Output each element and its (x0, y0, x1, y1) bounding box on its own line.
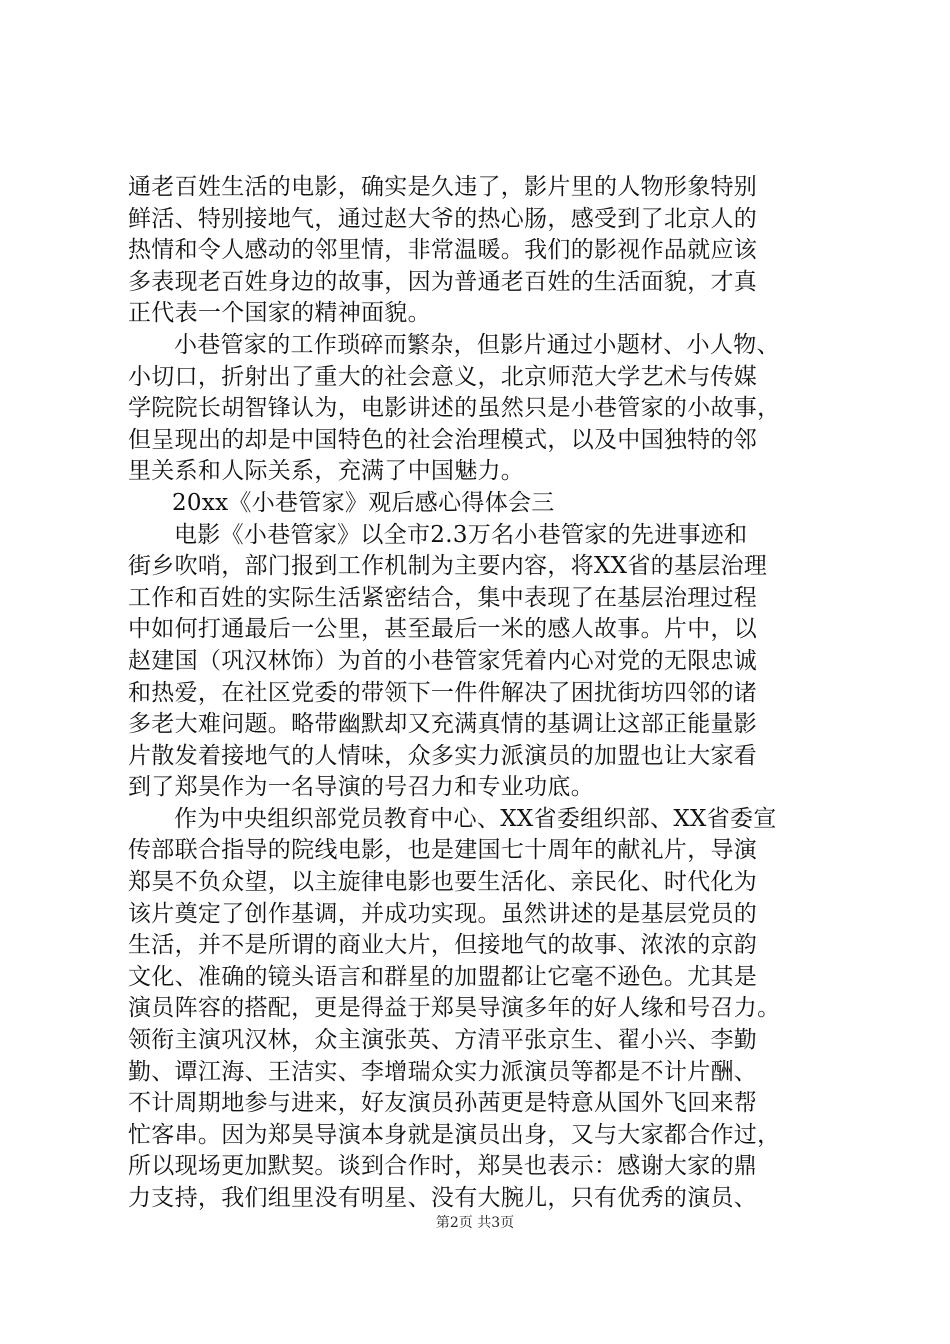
text-line: 到了郑昊作为一名导演的号召力和专业功底。 (128, 774, 594, 801)
text-line: 工作和百姓的实际生活紧密结合，集中表现了在基层治理过程 (128, 584, 758, 611)
text-line: 文化、准确的镜头语言和群星的加盟都让它毫不逊色。尤其是 (128, 963, 758, 990)
page-footer (0, 1213, 950, 1233)
text-line: 所以现场更加默契。谈到合作时，郑昊也表示：感谢大家的鼎 (128, 1153, 758, 1180)
text-line: 多表现老百姓身边的故事，因为普通老百姓的生活面貌，才真 (128, 268, 758, 295)
text-line: 勤、谭江海、王洁实、李增瑞众实力派演员等都是不计片酬、 (128, 1058, 758, 1085)
text-line: 力支持，我们组里没有明星、没有大腕儿，只有优秀的演员、 (128, 1185, 758, 1211)
text-line: 忙客串。因为郑昊导演本身就是演员出身，又与大家都合作过， (128, 1121, 781, 1148)
text-line: 街乡吹哨，部门报到工作机制为主要内容，将XX省的基层治理 (128, 553, 768, 580)
text-line: 该片奠定了创作基调，并成功实现。虽然讲述的是基层党员的 (128, 900, 758, 927)
text-line: 传部联合指导的院线电影，也是建国七十周年的献礼片，导演 (128, 837, 758, 864)
text-line: 演员阵容的搭配，更是得益于郑昊导演多年的好人缘和号召力。 (128, 995, 781, 1022)
text-line: 片散发着接地气的人情味，众多实力派演员的加盟也让大家看 (128, 742, 758, 769)
text-line: 领衔主演巩汉林，众主演张英、方清平张京生、翟小兴、李勤 (128, 1027, 758, 1054)
section-heading: 20xx《小巷管家》观后感心得体会三 (172, 489, 555, 516)
text-line: 不计周期地参与进来，好友演员孙茜更是特意从国外飞回来帮 (128, 1090, 758, 1117)
text-line: 赵建国（巩汉林饰）为首的小巷管家凭着内心对党的无限忠诚 (128, 647, 758, 674)
text-line: 正代表一个国家的精神面貌。 (128, 300, 431, 327)
paragraph-start-line: 小巷管家的工作琐碎而繁杂，但影片通过小题材、小人物、 (174, 331, 780, 358)
document-body (128, 172, 834, 1215)
text-line: 通老百姓生活的电影，确实是久违了，影片里的人物形象特别 (128, 174, 758, 200)
paragraph-start-line: 电影《小巷管家》以全市2.3万名小巷管家的先进事迹和 (174, 521, 748, 548)
text-line: 郑昊不负众望，以主旋律电影也要生活化、亲民化、时代化为 (128, 869, 758, 896)
text-line: 和热爱，在社区党委的带领下一件件解决了困扰街坊四邻的诸 (128, 679, 758, 706)
text-line: 中如何打通最后一公里，甚至最后一米的感人故事。片中，以 (128, 616, 758, 643)
text-line: 但呈现出的却是中国特色的社会治理模式，以及中国独特的邻 (128, 426, 758, 453)
text-line: 学院院长胡智锋认为，电影讲述的虽然只是小巷管家的小故事， (128, 395, 781, 422)
text-line: 鲜活、特别接地气，通过赵大爷的热心肠，感受到了北京人的 (128, 205, 758, 232)
page-number: 第2页 共3页 (435, 1215, 515, 1231)
text-line: 多老大难问题。略带幽默却又充满真情的基调让这部正能量影 (128, 711, 758, 738)
paragraph-start-line: 作为中央组织部党员教育中心、XX省委组织部、XX省委宣 (174, 805, 777, 832)
text-line: 小切口，折射出了重大的社会意义，北京师范大学艺术与传媒 (128, 363, 758, 390)
text-line: 生活，并不是所谓的商业大片，但接地气的故事、浓浓的京韵 (128, 932, 758, 959)
text-line: 热情和令人感动的邻里情，非常温暖。我们的影视作品就应该 (128, 237, 758, 264)
text-line: 里关系和人际关系，充满了中国魅力。 (128, 458, 525, 485)
